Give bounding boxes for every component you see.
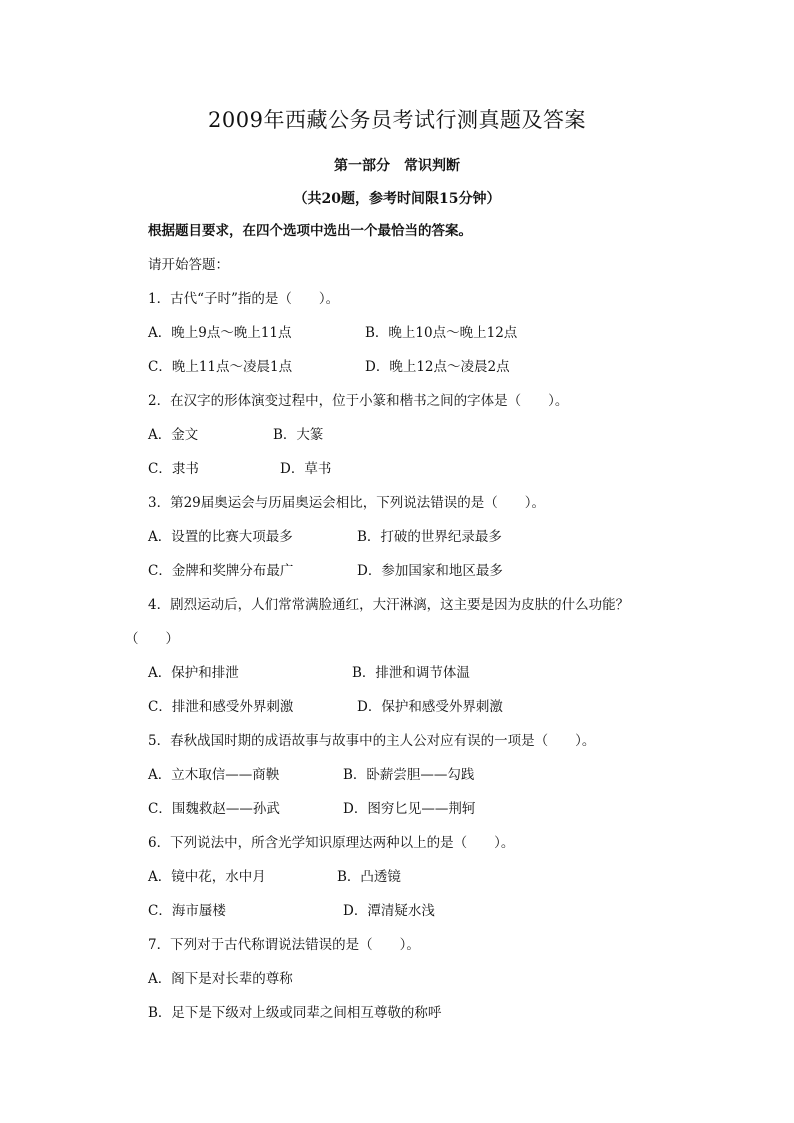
question-4-option-b: B．排泄和调节体温 — [352, 665, 470, 681]
question-7-stem: 7．下列对于古代称谓说法错误的是（ ）。 — [148, 937, 420, 953]
question-2-option-a: A．金文 — [148, 427, 199, 443]
question-1-option-b: B．晚上10点～晚上12点 — [365, 325, 518, 341]
question-6-stem: 6．下列说法中，所含光学知识原理达两种以上的是（ ）。 — [148, 835, 515, 851]
question-1-option-c: C．晚上11点～凌晨1点 — [148, 359, 293, 375]
question-2-stem: 2．在汉字的形体演变过程中，位于小篆和楷书之间的字体是（ ）。 — [148, 393, 569, 409]
question-2-option-c: C．隶书 — [148, 461, 199, 477]
section-note: （共20题，参考时间限15分钟） — [293, 191, 501, 207]
question-1-option-d: D．晚上12点～凌晨2点 — [365, 359, 510, 375]
question-3-option-c: C．金牌和奖牌分布最广 — [148, 563, 294, 579]
question-4-stem: 4．剧烈运动后，人们常常满脸通红，大汗淋漓，这主要是因为皮肤的什么功能？ — [148, 597, 630, 613]
question-1-stem: 1．古代“子时”指的是（ ）。 — [148, 291, 340, 307]
start-text: 请开始答题： — [148, 257, 229, 273]
question-4-option-a: A．保护和排泄 — [148, 665, 239, 681]
document-title: 2009年西藏公务员考试行测真题及答案 — [208, 108, 586, 132]
question-6-option-b: B．凸透镜 — [337, 869, 401, 885]
question-5-option-d: D．图穷匕见——荆轲 — [343, 801, 476, 817]
question-5-option-a: A．立木取信——商鞅 — [148, 767, 280, 783]
question-2-option-b: B．大篆 — [273, 427, 324, 443]
question-4-option-d: D．保护和感受外界刺激 — [357, 699, 503, 715]
question-7-option-b: B．足下是下级对上级或同辈之间相互尊敬的称呼 — [148, 1005, 442, 1021]
question-1-option-a: A．晚上9点～晚上11点 — [148, 325, 292, 341]
question-4-option-c: C．排泄和感受外界刺激 — [148, 699, 294, 715]
question-3-option-a: A．设置的比赛大项最多 — [148, 529, 293, 545]
question-6-option-c: C．海市蜃楼 — [148, 903, 226, 919]
question-5-option-b: B．卧薪尝胆——勾践 — [343, 767, 475, 783]
question-7-option-a: A．阁下是对长辈的尊称 — [148, 971, 293, 987]
question-3-option-b: B．打破的世界纪录最多 — [357, 529, 502, 545]
question-4-stem-continuation: （ ） — [125, 631, 179, 647]
question-3-stem: 3．第29届奥运会与历届奥运会相比，下列说法错误的是（ ）。 — [148, 495, 546, 511]
question-6-option-a: A．镜中花，水中月 — [148, 869, 266, 885]
question-3-option-d: D．参加国家和地区最多 — [357, 563, 503, 579]
question-6-option-d: D．潭清疑水浅 — [343, 903, 435, 919]
section-heading: 第一部分 常识判断 — [334, 158, 460, 174]
instruction-text: 根据题目要求，在四个选项中选出一个最恰当的答案。 — [148, 223, 472, 239]
question-2-option-d: D．草书 — [280, 461, 332, 477]
question-5-option-c: C．围魏救赵——孙武 — [148, 801, 280, 817]
question-5-stem: 5．春秋战国时期的成语故事与故事中的主人公对应有误的一项是（ ）。 — [148, 733, 596, 749]
